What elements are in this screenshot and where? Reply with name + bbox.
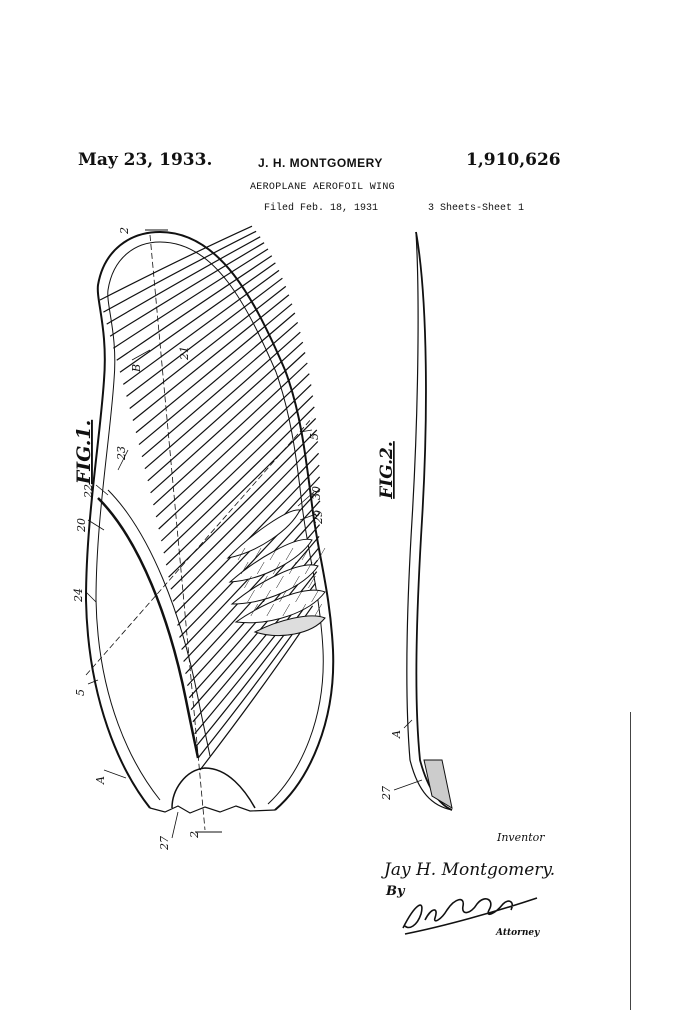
wing-rib xyxy=(113,249,268,348)
ref-20: 20 xyxy=(75,518,88,532)
inventor-name: J. H. MONTGOMERY xyxy=(258,156,383,170)
fig2-label: FIG.2. xyxy=(377,441,397,499)
ref-29: 29 xyxy=(312,510,325,524)
page-edge-line xyxy=(630,712,631,1010)
ref-5-left: 5 xyxy=(74,689,87,696)
inventor-signature: Jay H. Montgomery. xyxy=(384,860,556,880)
fig1-label: FIG.1. xyxy=(73,419,95,485)
ref-21: 21 xyxy=(178,346,191,360)
ref-23: 23 xyxy=(115,446,128,460)
wing-rib xyxy=(142,322,298,456)
wing-rib xyxy=(130,286,286,408)
by-label: By xyxy=(386,884,405,899)
ref-a-fig2: A xyxy=(390,730,403,738)
ref-a-fig1: A xyxy=(94,776,107,784)
wing-rib xyxy=(136,304,292,433)
ref-27-fig1: 27 xyxy=(158,836,171,850)
wing-rib xyxy=(164,407,314,553)
ref-22: 22 xyxy=(82,484,95,498)
section-lower-surface xyxy=(407,232,452,810)
wing-outer-outline xyxy=(86,232,333,810)
patent-date: May 23, 1933. xyxy=(78,150,213,170)
root-fitting xyxy=(172,768,255,808)
ref-24: 24 xyxy=(72,588,85,602)
fig2-label-rotated xyxy=(377,441,397,500)
ref-30: 30 xyxy=(310,486,323,500)
ref-2-bottom: 2 xyxy=(188,831,201,838)
wing-rib xyxy=(175,465,319,613)
fig1-label-rotated xyxy=(73,420,95,485)
fig2-section-drawing xyxy=(407,232,452,810)
inventor-label: Inventor xyxy=(497,831,545,844)
patent-number: 1,910,626 xyxy=(466,150,561,170)
wing-rib xyxy=(145,332,300,469)
fig1-wing-drawing xyxy=(86,226,333,832)
wing-rib xyxy=(159,385,312,529)
wing-rib xyxy=(139,313,295,445)
section-upper-surface xyxy=(416,232,452,810)
reference-numerals xyxy=(72,227,403,851)
wing-rib xyxy=(156,374,309,517)
ref-27-fig2: 27 xyxy=(380,786,393,800)
feather-group xyxy=(228,510,325,636)
patent-title: AEROPLANE AEROFOIL WING xyxy=(250,182,395,193)
root-break-line xyxy=(150,806,275,813)
ref-5-right: 5 xyxy=(308,433,321,440)
wing-ribs xyxy=(100,226,320,770)
section-line-2-2 xyxy=(150,235,205,830)
filing-date: Filed Feb. 18, 1931 xyxy=(264,203,379,214)
ref-2-top: 2 xyxy=(118,227,131,234)
attorney-label: Attorney xyxy=(496,928,540,938)
sheet-count: 3 Sheets-Sheet 1 xyxy=(428,203,525,214)
ref-b: B xyxy=(130,363,143,372)
wing-spar xyxy=(98,498,198,758)
wing-rib xyxy=(153,363,307,505)
